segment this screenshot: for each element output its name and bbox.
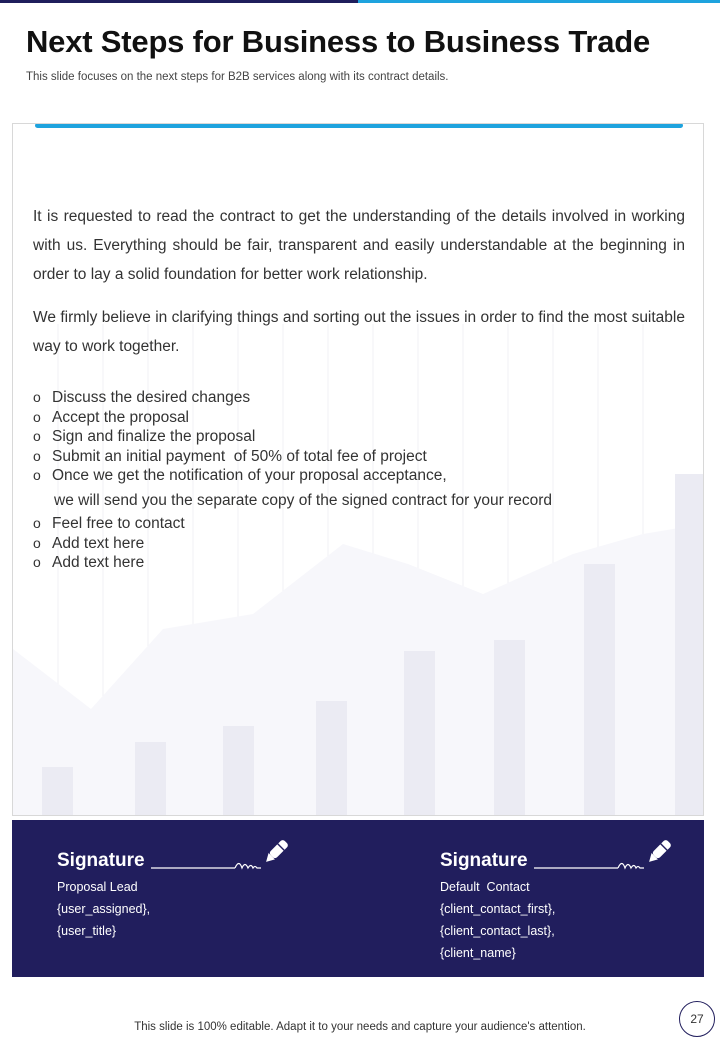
page-title: Next Steps for Business to Business Trade	[26, 24, 651, 59]
bullet-marker: o	[33, 554, 41, 570]
top-accent-light	[358, 0, 720, 3]
bullet-marker: o	[33, 389, 41, 405]
bullet-marker: o	[33, 534, 41, 551]
signature-label: Signature	[440, 850, 528, 871]
page-subtitle: This slide focuses on the next steps for B2B services along with its contract details.	[26, 71, 449, 83]
list-item: o Add text here	[33, 534, 145, 552]
content-card	[12, 123, 704, 816]
signature-role: Proposal Lead	[57, 880, 138, 894]
top-accent-bar	[0, 0, 720, 3]
page-number: 27	[679, 1001, 715, 1037]
signature-placeholder: {user_assigned},	[57, 902, 151, 916]
bullet-marker: o	[33, 428, 41, 444]
list-item: o Sign and finalize the proposal	[33, 428, 256, 445]
bullet-marker: o	[33, 467, 41, 483]
list-item: o Once we get the notification of your proposal acceptance,	[33, 467, 447, 484]
signature-placeholder: {user_title}	[57, 924, 117, 938]
intro-paragraph: It is requested to read the contract to get the understanding of the details involved in working with us. Everything should be fair, transparent and easily understandable at the beginning in order to lay a solid foundation for better work relationship.	[33, 208, 685, 283]
pen-icon	[151, 838, 293, 872]
bullet-marker: o	[33, 408, 41, 425]
bullet-marker: o	[33, 447, 41, 464]
list-item: o Accept the proposal	[33, 408, 190, 426]
card-content	[33, 202, 685, 573]
list-item: o Add text here	[33, 554, 145, 571]
signature-header	[440, 836, 676, 872]
belief-paragraph: We firmly believe in clarifying things and sorting out the issues in order to find the most suitable way to work together.	[33, 309, 685, 355]
signature-details	[57, 876, 293, 942]
top-accent-dark	[0, 0, 358, 3]
signature-placeholder: {client_contact_first},	[440, 902, 556, 916]
signature-label: Signature	[57, 850, 145, 871]
footer-note: This slide is 100% editable. Adapt it to your needs and capture your audience's attention.	[134, 1021, 586, 1033]
list-item-continuation: we will send you the separate copy of the signed contract for your record	[54, 491, 552, 509]
signature-block-left	[57, 836, 293, 942]
signature-placeholder: {client_name}	[440, 946, 516, 960]
signature-details	[440, 876, 676, 964]
signature-header	[57, 836, 293, 872]
signature-placeholder: {client_contact_last},	[440, 924, 555, 938]
signature-role: Default Contact	[440, 880, 530, 894]
list-item: o Submit an initial payment of 50% of total fee of project	[33, 447, 427, 465]
list-item: o Feel free to contact	[33, 515, 185, 532]
pen-icon	[534, 838, 676, 872]
signature-block-right	[440, 836, 676, 964]
card-accent-bar	[35, 123, 683, 128]
signature-panel	[12, 820, 704, 977]
bullet-marker: o	[33, 515, 41, 531]
list-item: o Discuss the desired changes	[33, 389, 251, 406]
next-steps-list	[33, 388, 685, 573]
